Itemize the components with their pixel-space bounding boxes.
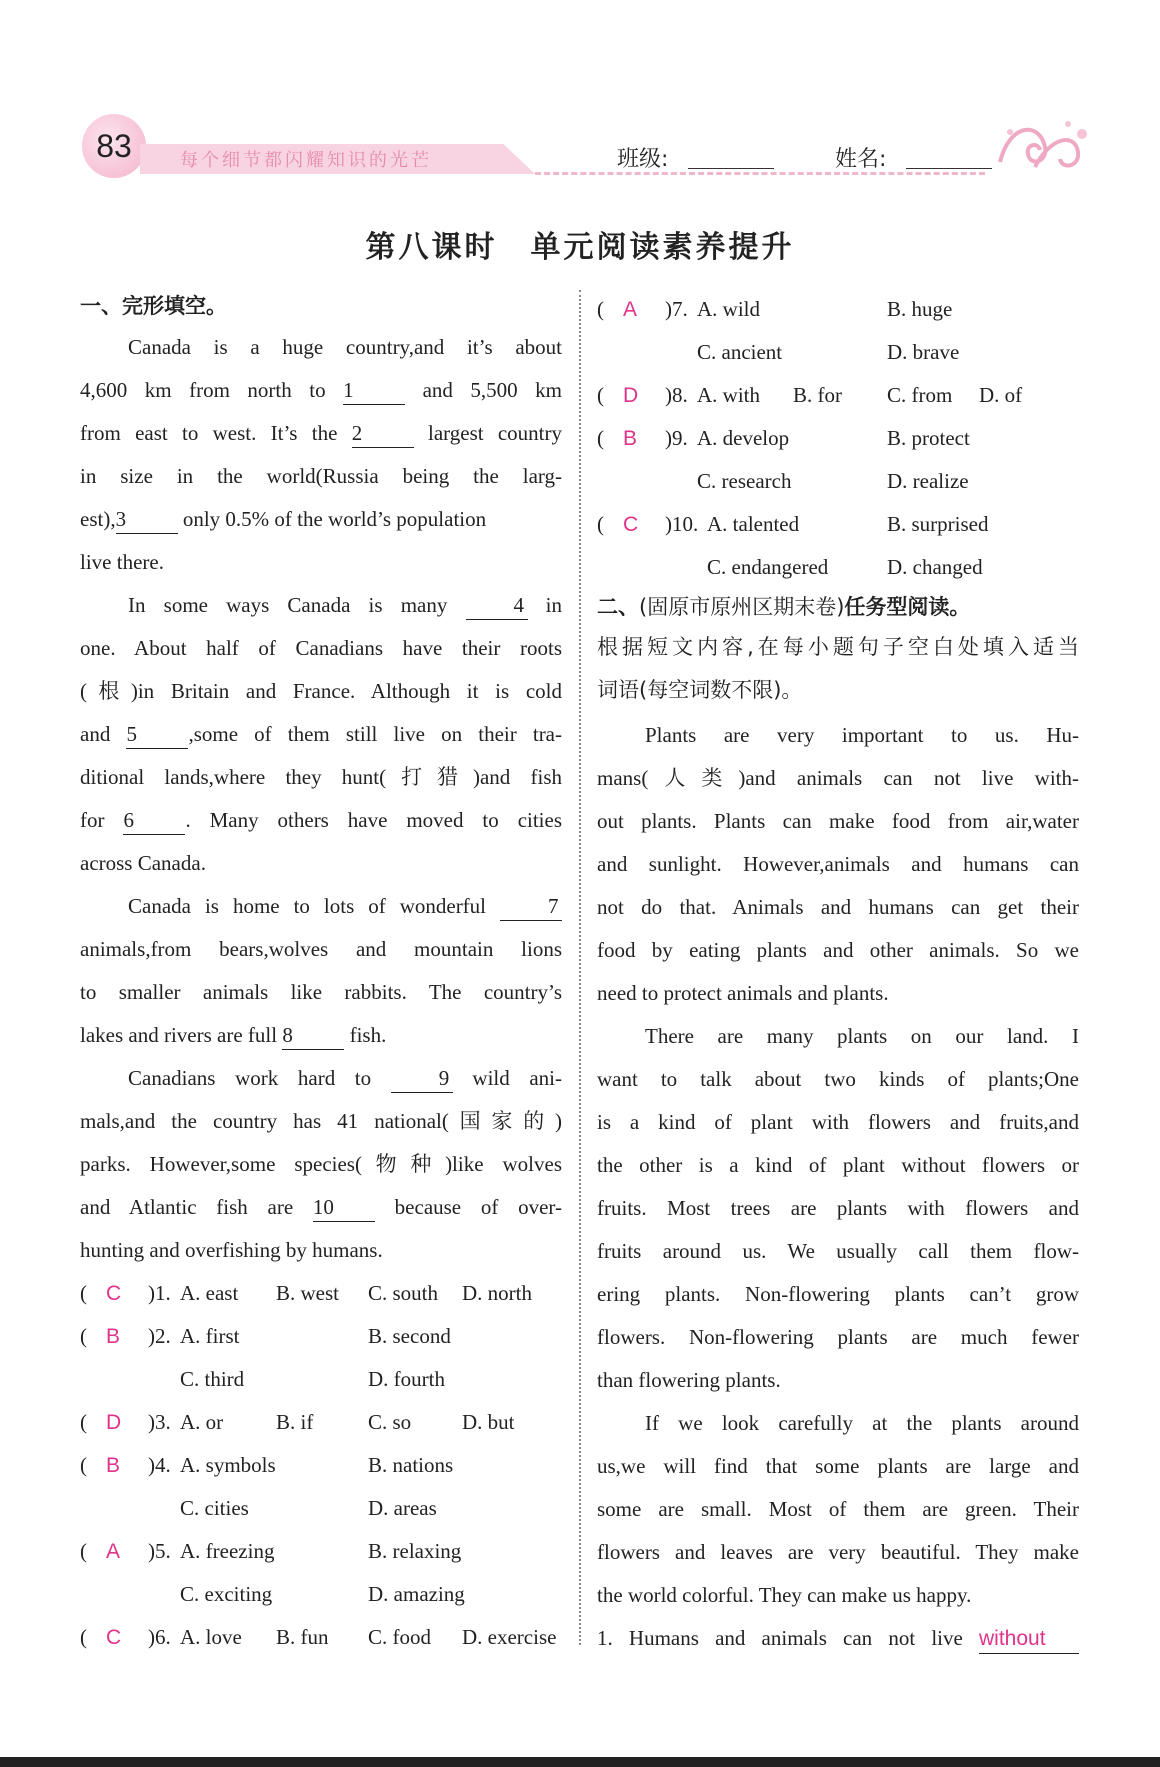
text-line: Canada is a huge country,and it’s about bbox=[128, 335, 562, 359]
text-line: mals,and the country has 41 national(国家的) bbox=[80, 1109, 562, 1133]
section2-heading: 二、(固原市原州区期末卷)任务型阅读。 bbox=[597, 595, 971, 619]
text-line: mans(人类)and animals can not live with- bbox=[597, 766, 1079, 790]
paren: ( bbox=[80, 1281, 87, 1305]
option-d[interactable]: D. of bbox=[979, 383, 1023, 407]
answer-letter[interactable]: C bbox=[106, 1626, 122, 1649]
text-line: If we look carefully at the plants around bbox=[645, 1411, 1079, 1435]
answer-letter[interactable]: C bbox=[106, 1282, 122, 1305]
text-line: Canada is home to lots of wonderful 7 bbox=[80, 885, 562, 928]
text-line: lakes and rivers are full 8 fish. bbox=[80, 1014, 562, 1057]
option-c[interactable]: C. food bbox=[368, 1625, 431, 1649]
question-number: )4. bbox=[148, 1453, 171, 1477]
text-line: and sunlight. However,animals and humans can bbox=[597, 852, 1079, 876]
text-line: ditional lands,where they hunt(打猎)and fish bbox=[80, 765, 562, 789]
option-c[interactable]: C. research bbox=[697, 469, 792, 493]
text-line: ering plants. Non-flowering plants can’t grow bbox=[597, 1282, 1079, 1306]
option-d[interactable]: D. brave bbox=[887, 340, 960, 364]
option-b[interactable]: B. nations bbox=[368, 1453, 454, 1477]
answer-letter[interactable]: A bbox=[106, 1540, 121, 1563]
option-a[interactable]: A. symbols bbox=[180, 1453, 276, 1477]
text-line: food by eating plants and other animals. So we bbox=[597, 938, 1079, 962]
text-line: and Atlantic fish are 10 because of over- bbox=[80, 1186, 562, 1229]
option-c[interactable]: C. south bbox=[368, 1281, 439, 1305]
question-row bbox=[597, 503, 1079, 579]
blank-10[interactable]: 10 bbox=[313, 1193, 375, 1222]
option-d[interactable]: D. realize bbox=[887, 469, 969, 493]
header-dashed-line bbox=[535, 172, 985, 175]
question-row bbox=[80, 1272, 562, 1315]
text-line: Canadians work hard to 9 wild ani- bbox=[80, 1057, 562, 1100]
text-line: to smaller animals like rabbits. The country’s bbox=[80, 980, 562, 1004]
text-line: Plants are very important to us. Hu- bbox=[645, 723, 1079, 747]
answer-letter[interactable]: B bbox=[106, 1454, 121, 1477]
section2-passage bbox=[597, 714, 1079, 1617]
text-line: is a kind of plant with flowers and fruits,and bbox=[597, 1110, 1079, 1134]
text-line: There are many plants on our land. I bbox=[645, 1024, 1079, 1048]
paren: ( bbox=[597, 383, 604, 407]
paren: ( bbox=[597, 426, 604, 450]
option-c[interactable]: C. exciting bbox=[180, 1582, 273, 1606]
header-slogan: 每个细节都闪耀知识的光芒 bbox=[180, 150, 432, 171]
option-b[interactable]: B. west bbox=[276, 1281, 339, 1305]
option-b[interactable]: B. huge bbox=[887, 297, 953, 321]
text-line: animals,from bears,wolves and mountain lions bbox=[80, 937, 562, 961]
text-line: one. About half of Canadians have their roots bbox=[80, 636, 562, 660]
option-c[interactable]: C. third bbox=[180, 1367, 245, 1391]
question-number: )6. bbox=[148, 1625, 171, 1649]
answer-letter[interactable]: A bbox=[623, 298, 638, 321]
blank-5[interactable]: 5 bbox=[126, 720, 188, 749]
text-line: out plants. Plants can make food from air,water bbox=[597, 809, 1079, 833]
class-field[interactable] bbox=[688, 168, 774, 169]
blank-3[interactable]: 3 bbox=[116, 505, 178, 534]
option-a[interactable]: A. develop bbox=[697, 426, 790, 450]
text-line: some are small. Most of them are green. Their bbox=[597, 1497, 1079, 1521]
option-b[interactable]: B. protect bbox=[887, 426, 970, 450]
answer-letter[interactable]: B bbox=[623, 427, 638, 450]
option-c[interactable]: C. ancient bbox=[697, 340, 783, 364]
option-b[interactable]: B. relaxing bbox=[368, 1539, 462, 1563]
text-line: hunting and overfishing by humans. bbox=[80, 1238, 383, 1262]
option-c[interactable]: C. from bbox=[887, 383, 953, 407]
paren: ( bbox=[80, 1410, 87, 1434]
option-d[interactable]: D. but bbox=[462, 1410, 515, 1434]
answer-letter[interactable]: D bbox=[623, 384, 639, 407]
page-number: 83 bbox=[96, 128, 132, 164]
floral-decoration-icon bbox=[990, 112, 1090, 182]
option-a[interactable]: A. love bbox=[180, 1625, 242, 1649]
text-line: live there. bbox=[80, 550, 164, 574]
option-d[interactable]: D. areas bbox=[368, 1496, 437, 1520]
section1-heading: 一、完形填空。 bbox=[80, 294, 227, 318]
text-line: the other is a kind of plant without flowers or bbox=[597, 1153, 1079, 1177]
question-number: )1. bbox=[148, 1281, 171, 1305]
blank-7[interactable]: 7 bbox=[500, 892, 562, 921]
paren: ( bbox=[597, 297, 604, 321]
blank-6[interactable]: 6 bbox=[123, 806, 185, 835]
question-row bbox=[80, 1444, 562, 1520]
paren: ( bbox=[80, 1539, 87, 1563]
question-number: )2. bbox=[148, 1324, 171, 1348]
text-line: want to talk about two kinds of plants;One bbox=[597, 1067, 1079, 1091]
paren: ( bbox=[80, 1453, 87, 1477]
text-line: parks. However,some species(物种)like wolves bbox=[80, 1152, 562, 1176]
option-c[interactable]: C. endangered bbox=[707, 555, 829, 579]
option-b[interactable]: B. fun bbox=[276, 1625, 329, 1649]
question-row bbox=[80, 1530, 562, 1606]
question-number: )7. bbox=[665, 297, 688, 321]
paren: ( bbox=[80, 1324, 87, 1348]
text-line: than flowering plants. bbox=[597, 1368, 781, 1392]
option-a[interactable]: A. wild bbox=[697, 297, 760, 321]
option-b[interactable]: B. for bbox=[793, 383, 842, 407]
question-number: )9. bbox=[665, 426, 688, 450]
text-line: est),3 only 0.5% of the world’s population bbox=[80, 498, 562, 541]
blank-2[interactable]: 2 bbox=[352, 419, 414, 448]
answer-letter[interactable]: B bbox=[106, 1325, 121, 1348]
text-line: (根)in Britain and France. Although it is cold bbox=[80, 679, 562, 703]
class-label: 班级: bbox=[617, 147, 669, 172]
text-line: and 5 ,some of them still live on their tra- bbox=[80, 713, 562, 756]
option-b[interactable]: B. if bbox=[276, 1410, 314, 1434]
page-bottom-bar bbox=[0, 1757, 1160, 1767]
text-line: 1. Humans and animals can not live without bbox=[597, 1617, 1079, 1660]
text-line: the world colorful. They can make us happy. bbox=[597, 1583, 972, 1607]
question-number: )10. bbox=[665, 512, 699, 536]
text-line: In some ways Canada is many 4 in bbox=[80, 584, 562, 627]
name-field[interactable] bbox=[906, 168, 992, 169]
question-row bbox=[80, 1616, 562, 1659]
name-label: 姓名: bbox=[835, 147, 887, 172]
text-line: 4,600 km from north to 1 and 5,500 km bbox=[80, 369, 562, 412]
answer-letter[interactable]: C bbox=[623, 513, 639, 536]
option-b[interactable]: B. second bbox=[368, 1324, 451, 1348]
blank-9[interactable]: 9 bbox=[391, 1064, 453, 1093]
option-d[interactable]: D. changed bbox=[887, 555, 983, 579]
question-number: )5. bbox=[148, 1539, 171, 1563]
option-c[interactable]: C. so bbox=[368, 1410, 412, 1434]
lesson-title: 第八课时 单元阅读素养提升 bbox=[365, 230, 795, 265]
question-row bbox=[80, 1315, 562, 1391]
question-row bbox=[597, 417, 1079, 493]
answer-blank[interactable]: without bbox=[979, 1625, 1079, 1654]
option-a[interactable]: A. first bbox=[180, 1324, 240, 1348]
text-line: fruits around us. We usually call them flow- bbox=[597, 1239, 1079, 1263]
text-line: from east to west. It’s the 2 largest country bbox=[80, 412, 562, 455]
text-line: flowers and leaves are very beautiful. They make bbox=[597, 1540, 1079, 1564]
option-c[interactable]: C. cities bbox=[180, 1496, 249, 1520]
text-line: for 6 . Many others have moved to cities bbox=[80, 799, 562, 842]
task-question-1 bbox=[597, 1617, 1079, 1660]
section2-instructions bbox=[597, 626, 1079, 712]
option-b[interactable]: B. surprised bbox=[887, 512, 989, 536]
paren: ( bbox=[80, 1625, 87, 1649]
text-line: across Canada. bbox=[80, 851, 206, 875]
text-line: need to protect animals and plants. bbox=[597, 981, 889, 1005]
option-a[interactable]: A. with bbox=[697, 383, 760, 407]
option-d[interactable]: D. fourth bbox=[368, 1367, 445, 1391]
text-line: not do that. Animals and humans can get their bbox=[597, 895, 1079, 919]
option-d[interactable]: D. amazing bbox=[368, 1582, 465, 1606]
instruction-line: 根据短文内容,在每小题句子空白处填入适当 bbox=[597, 635, 1079, 659]
question-row bbox=[597, 288, 1079, 364]
option-a[interactable]: A. or bbox=[180, 1410, 224, 1434]
option-a[interactable]: A. freezing bbox=[180, 1539, 275, 1563]
option-d[interactable]: D. exercise bbox=[462, 1625, 557, 1649]
option-a[interactable]: A. east bbox=[180, 1281, 239, 1305]
answer-letter[interactable]: D bbox=[106, 1411, 122, 1434]
instruction-line: 词语(每空词数不限)。 bbox=[597, 678, 803, 702]
text-line: in size in the world(Russia being the larg- bbox=[80, 464, 562, 488]
option-d[interactable]: D. north bbox=[462, 1281, 532, 1305]
option-a[interactable]: A. talented bbox=[707, 512, 800, 536]
question-number: )8. bbox=[665, 383, 688, 407]
blank-4[interactable]: 4 bbox=[466, 591, 528, 620]
text-line: fruits. Most trees are plants with flowers and bbox=[597, 1196, 1079, 1220]
blank-8[interactable]: 8 bbox=[282, 1021, 344, 1050]
blank-1[interactable]: 1 bbox=[343, 376, 405, 405]
text-line: us,we will find that some plants are large and bbox=[597, 1454, 1079, 1478]
question-number: )3. bbox=[148, 1410, 171, 1434]
paren: ( bbox=[597, 512, 604, 536]
column-divider bbox=[579, 290, 581, 1645]
question-row bbox=[597, 374, 1079, 417]
section1-passage bbox=[80, 326, 562, 1272]
question-row bbox=[80, 1401, 562, 1444]
text-line: flowers. Non-flowering plants are much fewer bbox=[597, 1325, 1079, 1349]
